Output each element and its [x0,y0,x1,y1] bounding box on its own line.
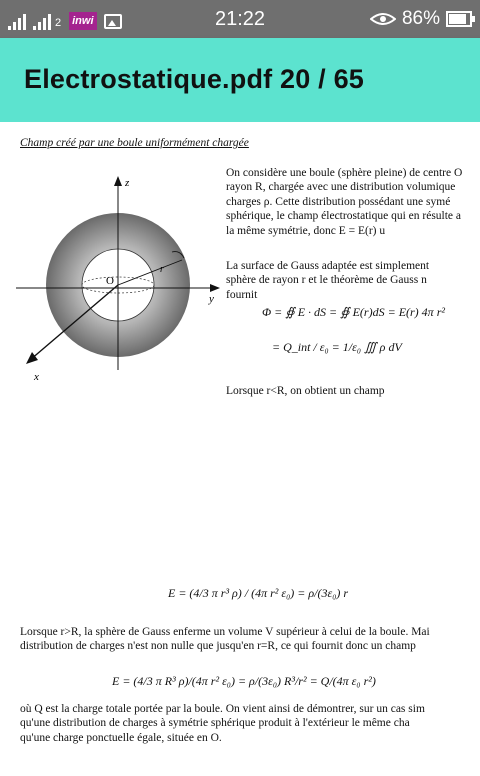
text-line: sphère de rayon r et le théorème de Gauss n [226,274,427,287]
axis-y-label: y [209,293,214,305]
text-line: où Q est la charge totale portée par la boule. On vient ainsi de démontrer, sur un cas sim [20,703,425,715]
app-bar [0,38,480,122]
battery-icon [446,11,472,27]
paragraph-gauss [226,259,429,302]
text-line: charges ρ. Cette distribution possédant une symé [226,195,451,208]
section-title: Champ créé par une boule uniformément chargée [20,137,249,149]
text-line: qu'une distribution de charges à symétrie sphérique produit à l'extérieur le même cha [20,717,410,730]
sphere-figure [14,170,224,390]
sim-number: 2 [55,17,62,29]
origin-label: O [106,275,114,287]
text-line: Lorsque r>R, la sphère de Gauss enferme un volume V supérieur à celui de la boule. Mai [20,626,430,638]
paragraph-conclusion [20,702,425,745]
field-outside-equation: E = (4/3 π R³ ρ)/(4π r² ε₀) = ρ/(3ε₀) R³/r² = Q/(4π ε₀ r²) [112,674,376,688]
text-line: rayon R, chargée avec une distribution volumique [226,181,456,194]
pdf-page[interactable] [0,122,480,776]
status-time: 21:22 [214,8,266,30]
text-line: La surface de Gauss adaptée est simplement [226,260,430,272]
text-line: la même symétrie, donc E = E(r) u [226,224,386,237]
radius-label: r [160,264,164,275]
paragraph-intro [226,166,462,238]
y-arrow [210,284,220,292]
z-arrow [114,176,122,186]
battery-percent: 86% [401,8,440,29]
text-line: qu'une charge ponctuelle égale, située en O. [20,731,222,744]
text-line: fournit [226,288,258,301]
document-title: Electrostatique.pdf 20 / 65 [24,64,364,94]
eye-icon [370,12,396,26]
text-line: distribution de charges n'est non nulle que jusqu'en r=R, ce qui fournit donc un champ [20,640,416,653]
gauss-equation-charge: = Q_int / ε₀ = 1/ε₀ ∭ ρ dV [272,340,402,354]
carrier-logo: inwi [69,12,96,30]
status-bar [0,0,480,38]
axis-z-label: z [125,177,130,189]
field-inside-equation: E = (4/3 π r³ ρ) / (4π r² ε₀) = ρ/(3ε₀) r [168,586,349,600]
text-line: On considère une boule (sphère pleine) de centre O [226,167,463,179]
text-line: sphérique, le champ électrostatique qui en résulte a [226,210,462,223]
gauss-equation-flux: Φ = ∯ E · dS = ∯ E(r)dS = E(r) 4π r² [262,305,445,319]
axis-x-label: x [34,371,39,383]
paragraph-outside [20,625,430,654]
paragraph-inside: Lorsque r<R, on obtient un champ [226,385,385,397]
status-right [370,8,472,30]
